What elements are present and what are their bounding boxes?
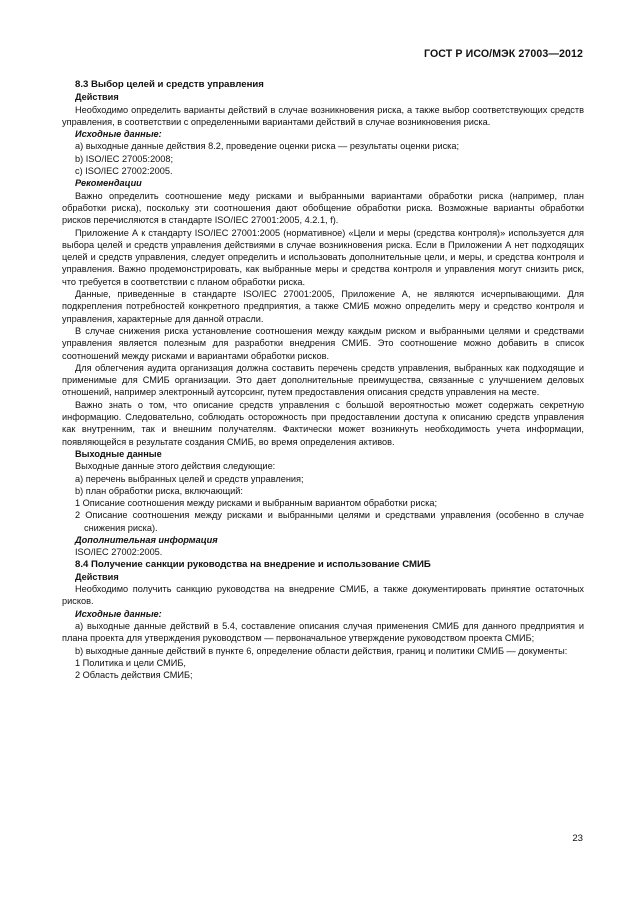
additional-info-text: ISO/IEC 27002:2005.	[75, 547, 163, 558]
section-8-4-title: 8.4 Получение санкции руководства на внедрение и использование СМИБ	[75, 558, 431, 570]
recommendation-paragraph: Данные, приведенные в стандарте ISO/IEC 27001:2005, Приложение А, не являются исчерпывающими. Для подкрепления потребностей конкретного предприятия, а также СМИБ можно определить меру и средство контроля и управления, характерные для данной отрасли.	[62, 289, 584, 324]
recommendation-paragraph: Приложение А к стандарту ISO/IEC 27001:2005 (нормативное) «Цели и меры (средства контроля)» используется для выбора целей и средств управления действиями в случае возникновения риска. Если в Приложении А нет подходящих целей и средств управления, следует определить и использовать дополнительные цели, и меры, и средства контроля и управления. Важно продемонстрировать, как выбранные меры и средства контроля и управления могут снизить риск, что требуется в соответствии с планом обработки риска.	[62, 227, 584, 287]
outputs-intro: Выходные данные этого действия следующие:	[75, 461, 276, 472]
input-item: a) выходные данные действий в 5.4, составление описания случая применения СМИБ для данного предприятия и плана проекта для утверждения руководством — первоначальное утверждение руководством проекта СМИБ;	[62, 621, 584, 644]
output-item: b) план обработки риска, включающий:	[75, 485, 243, 496]
inputs-heading: Исходные данные:	[75, 129, 162, 140]
recommendation-paragraph: Важно знать о том, что описание средств управления с большой вероятностью может содержать секретную информацию. Следовательно, соблюдать осторожность при предоставлении доступа к описанию средств управления как внутренним, так и внешним получателям. Фактически может возникнуть необходимость учета информации, появляющейся в результате создания СМИБ, во время определения активов.	[62, 399, 584, 447]
input-item: b) ISO/IEC 27005:2008;	[75, 153, 174, 164]
input-doc-item: 1 Политика и цели СМИБ,	[75, 657, 186, 668]
actions-heading: Действия	[75, 571, 119, 582]
outputs-heading: Выходные данные	[75, 448, 162, 459]
actions-heading: Действия	[75, 92, 119, 103]
output-subitem: 1 Описание соотношения между рисками и выбранным вариантом обработки риска;	[75, 498, 438, 509]
input-item: a) выходные данные действия 8.2, проведение оценки риска — результаты оценки риска;	[75, 141, 460, 152]
input-doc-item: 2 Область действия СМИБ;	[75, 670, 193, 681]
standard-header: ГОСТ Р ИСО/МЭК 27003—2012	[424, 48, 583, 60]
recommendations-heading: Рекомендации	[75, 178, 142, 189]
actions-paragraph: Необходимо получить санкцию руководства на внедрение СМИБ, а также документировать принятие остаточных рисков.	[62, 584, 584, 607]
output-subitem: 2 Описание соотношения между рисками и выбранными целями и средствами управления (особенно в случае снижения риска).	[75, 510, 584, 533]
additional-info-heading: Дополнительная информация	[75, 534, 218, 545]
output-item: a) перечень выбранных целей и средств управления;	[75, 473, 304, 484]
page-number: 23	[572, 833, 583, 844]
recommendation-paragraph: Для облегчения аудита организация должна составить перечень средств управления, выбранных как подходящие и применимые для СМИБ организации. Это дает дополнительные преимущества, связанные с улучшением деловых отношений, например электронный аутсорсинг, путем предоставления описания средств управления на месте.	[62, 362, 584, 398]
page-content	[62, 79, 584, 682]
input-item: c) ISO/IEC 27002:2005.	[75, 166, 173, 177]
input-item: b) выходные данные действий в пункте 6, определение области действия, границ и политики СМИБ — документы:	[75, 645, 568, 656]
recommendation-paragraph: Важно определить соотношение меду рисками и выбранными вариантами обработки риска (например, план обработки риска), поскольку эти соотношения дают обобщение обработки риска. Возможные варианты обработки рисков перечисляются в стандарте ISO/IEC 27001:2005, 4.2.1, f).	[62, 190, 584, 226]
section-8-3-title: 8.3 Выбор целей и средств управления	[75, 79, 264, 90]
actions-paragraph: Необходимо определить варианты действий в случае возникновения риска, а также выбор соответствующих средств управления, в соответствии с определенными вариантами действий в случае возникновения риска.	[62, 104, 584, 127]
inputs-heading: Исходные данные:	[75, 608, 162, 619]
recommendation-paragraph: В случае снижения риска установление соотношения между каждым риском и выбранными целями и средствами управления является полезным для разработки внедрения СМИБ. Это соотношение можно добавить в список соотношений между рисками и вариантами обработки рисков.	[62, 325, 584, 361]
